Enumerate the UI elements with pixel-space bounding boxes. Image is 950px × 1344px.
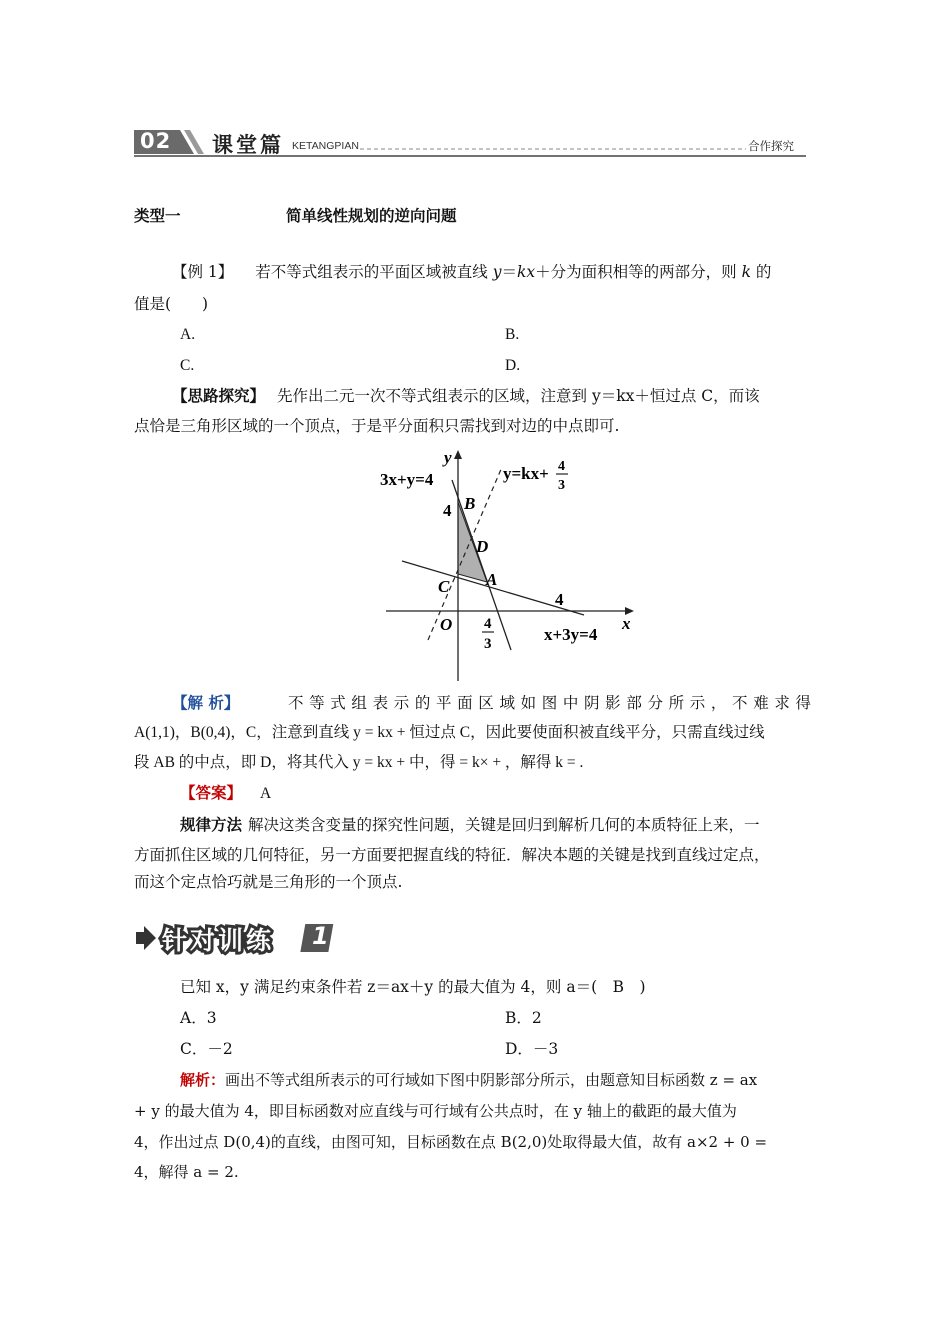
label-43-den: 3 <box>484 636 492 652</box>
solution-line1: 解析：画出不等式组所表示的可行域如下图中阴影部分所示，由题意知目标函数 z = ax <box>180 1071 758 1089</box>
label-O: O <box>440 615 453 634</box>
type-label: 类型一 <box>134 206 181 225</box>
analysis-tag: 【解 析】 <box>172 693 240 712</box>
example-tag: 【例 1】 <box>172 263 234 281</box>
solution-line2: + y 的最大值为 4，即目标函数对应直线与可行域有公共点时，在 y 轴上的截距的最大值为 <box>134 1102 737 1120</box>
analysis-line3: 段 AB 的中点，即 D，将其代入 y = kx + 中，得 = k× + ，解得 k = . <box>134 754 584 771</box>
answer <box>180 783 271 804</box>
training-question: 已知 x，y 满足约束条件若 z＝ax＋y 的最大值为 4，则 a＝( B ) <box>180 978 646 996</box>
label-eq-top-num: 4 <box>558 459 565 474</box>
training-banner <box>134 920 344 956</box>
label-x: x <box>622 614 631 633</box>
section-header <box>134 128 806 158</box>
solution-line3: 4，作出过点 D(0,4)的直线，由图可知，目标函数在点 B(2,0)处取得最大值，故有 a×2 + 0 = <box>134 1133 768 1151</box>
answer-value: A <box>260 785 272 802</box>
label-tick-4x: 4 <box>555 590 564 609</box>
label-eq-top-den: 3 <box>558 478 565 493</box>
label-eq-left: 3x+y=4 <box>380 470 434 489</box>
analysis-line2: A(1,1)，B(0,4)，C，注意到直线 y = kx + 恒过点 C，因此要使面积被直线平分，只需直线过线 <box>134 724 765 741</box>
solution-tag: 解析： <box>180 1071 226 1089</box>
label-tick-4y: 4 <box>443 501 452 520</box>
example-stem-line2: 值是( ) <box>134 295 209 313</box>
method-line1: 规律方法 解决这类含变量的探究性问题，关键是回归到解析几何的本质特征上来，一 <box>180 815 760 834</box>
label-y: y <box>444 448 452 467</box>
answer-tag: 【答案】 <box>180 783 243 802</box>
type-title: 简单线性规划的逆向问题 <box>286 206 457 225</box>
training-option-c: C．－2 <box>180 1040 233 1058</box>
region-figure <box>370 445 650 685</box>
label-A: A <box>486 570 498 589</box>
training-option-a: A．3 <box>180 1009 217 1027</box>
method-line3: 而这个定点恰巧就是三角形的一个顶点. <box>134 873 403 891</box>
label-C: C <box>438 577 450 596</box>
example-stem: 【例 1】 若不等式组表示的平面区域被直线 y＝kx＋分为面积相等的两部分，则 k 的 <box>172 263 772 281</box>
idea-tag: 【思路探究】 <box>172 386 266 405</box>
option-a: A. <box>180 326 196 343</box>
solution-line4: 4，解得 a = 2. <box>134 1163 239 1181</box>
option-d: D. <box>505 357 521 374</box>
label-eq-top: y=kx+ <box>503 464 549 483</box>
label-B: B <box>464 494 476 513</box>
training-option-d: D．－3 <box>505 1040 559 1058</box>
training-option-b: B．2 <box>505 1009 542 1027</box>
idea-line1: 【思路探究】 先作出二元一次不等式组表示的区域，注意到 y＝kx＋恒过点 C，而该 <box>172 386 760 405</box>
label-43-num: 4 <box>484 616 492 632</box>
training-banner-label: 针对训练 <box>162 926 275 955</box>
idea-line2: 点恰是三角形区域的一个顶点，于是平分面积只需找到对边的中点即可. <box>134 417 620 435</box>
method-tag: 规律方法 <box>180 815 243 834</box>
option-c: C. <box>180 357 195 374</box>
analysis-line1: 【解 析】 不等式组表示的平面区域如图中阴影部分所示，不难求得 <box>172 693 814 712</box>
label-D: D <box>476 537 489 556</box>
header-pinyin: KETANGPIAN <box>292 140 359 152</box>
label-eq-bottom: x+3y=4 <box>544 625 598 644</box>
header-badge: 02 <box>140 129 172 153</box>
option-b: B. <box>505 326 520 343</box>
training-banner-number: 1 <box>312 922 329 950</box>
header-right: 合作探究 <box>748 139 794 153</box>
method-line2: 方面抓住区域的几何特征，另一方面要把握直线的特征．解决本题的关键是找到直线过定点， <box>134 846 770 864</box>
header-title: 课堂篇 <box>212 133 284 157</box>
